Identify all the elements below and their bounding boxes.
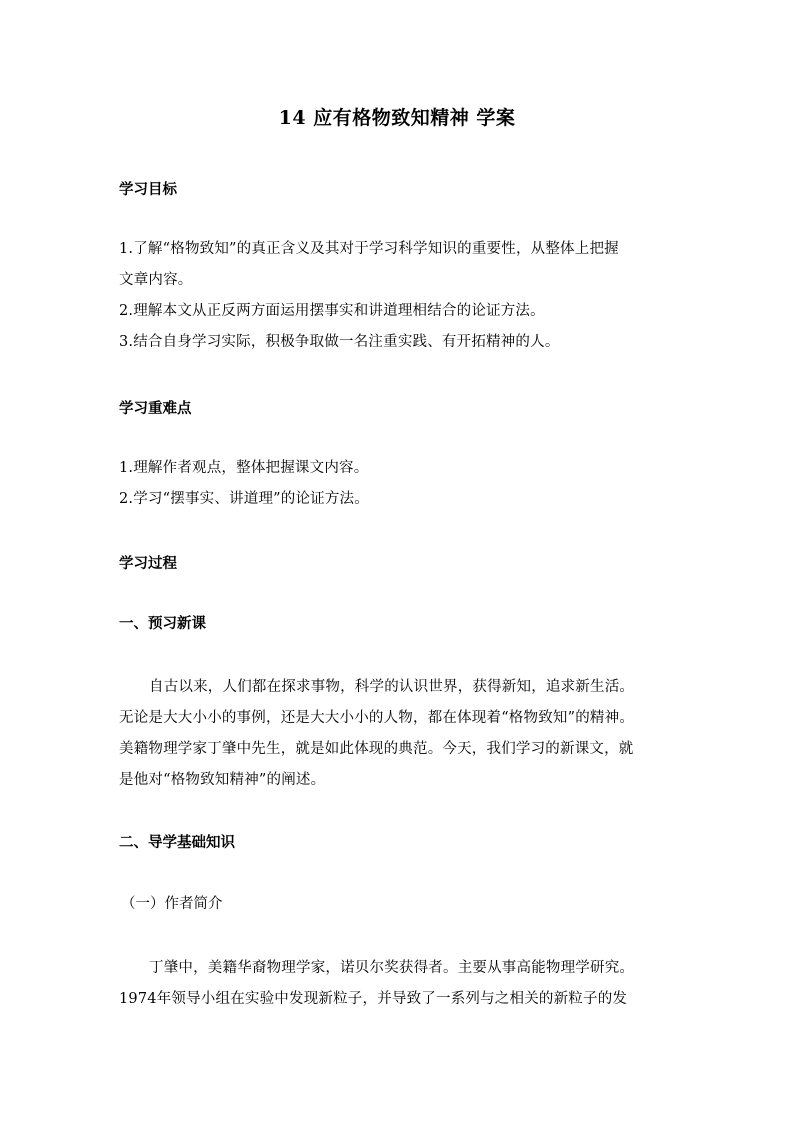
key-points-heading: 学习重难点 <box>119 401 192 417</box>
key-point-1: 1.理解作者观点，整体把握课文内容。 <box>119 460 369 476</box>
page-title: 14 应有格物致知精神 学案 <box>278 107 516 129</box>
section-1-heading: 一、预习新课 <box>119 616 206 632</box>
section-2-heading: 二、导学基础知识 <box>119 835 235 851</box>
learning-goals-heading: 学习目标 <box>119 182 177 198</box>
author-intro-heading: （一）作者简介 <box>121 896 223 912</box>
goal-2: 2.理解本文从正反两方面运用摆事实和讲道理相结合的论证方法。 <box>119 303 545 319</box>
key-point-2: 2.学习“摆事实、讲道理”的论证方法。 <box>119 491 369 507</box>
preview-paragraph-line-1: 自古以来，人们都在探求事物，科学的认识世界，获得新知，追求新生活。 <box>149 679 635 695</box>
preview-paragraph-line-2: 无论是大大小小的事例，还是大大小小的人物，都在体现着“格物致知”的精神。 <box>119 710 635 726</box>
author-paragraph-line-1: 丁肇中，美籍华裔物理学家，诺贝尔奖获得者。主要从事高能物理学研究。 <box>149 960 635 976</box>
goal-3: 3.结合自身学习实际，积极争取做一名注重实践、有开拓精神的人。 <box>119 334 560 350</box>
preview-paragraph-line-3: 美籍物理学家丁肇中先生，就是如此体现的典范。今天，我们学习的新课文，就 <box>119 741 634 757</box>
author-paragraph-line-2: 1974年领导小组在实验中发现新粒子，并导致了一系列与之相关的新粒子的发 <box>119 991 628 1007</box>
preview-paragraph-line-4: 是他对“格物致知精神”的阐述。 <box>119 772 326 788</box>
goal-1-line-1: 1.了解“格物致知”的真正含义及其对于学习科学知识的重要性，从整体上把握 <box>119 241 619 257</box>
goal-1-line-2: 文章内容。 <box>119 272 193 288</box>
learning-process-heading: 学习过程 <box>119 556 177 572</box>
